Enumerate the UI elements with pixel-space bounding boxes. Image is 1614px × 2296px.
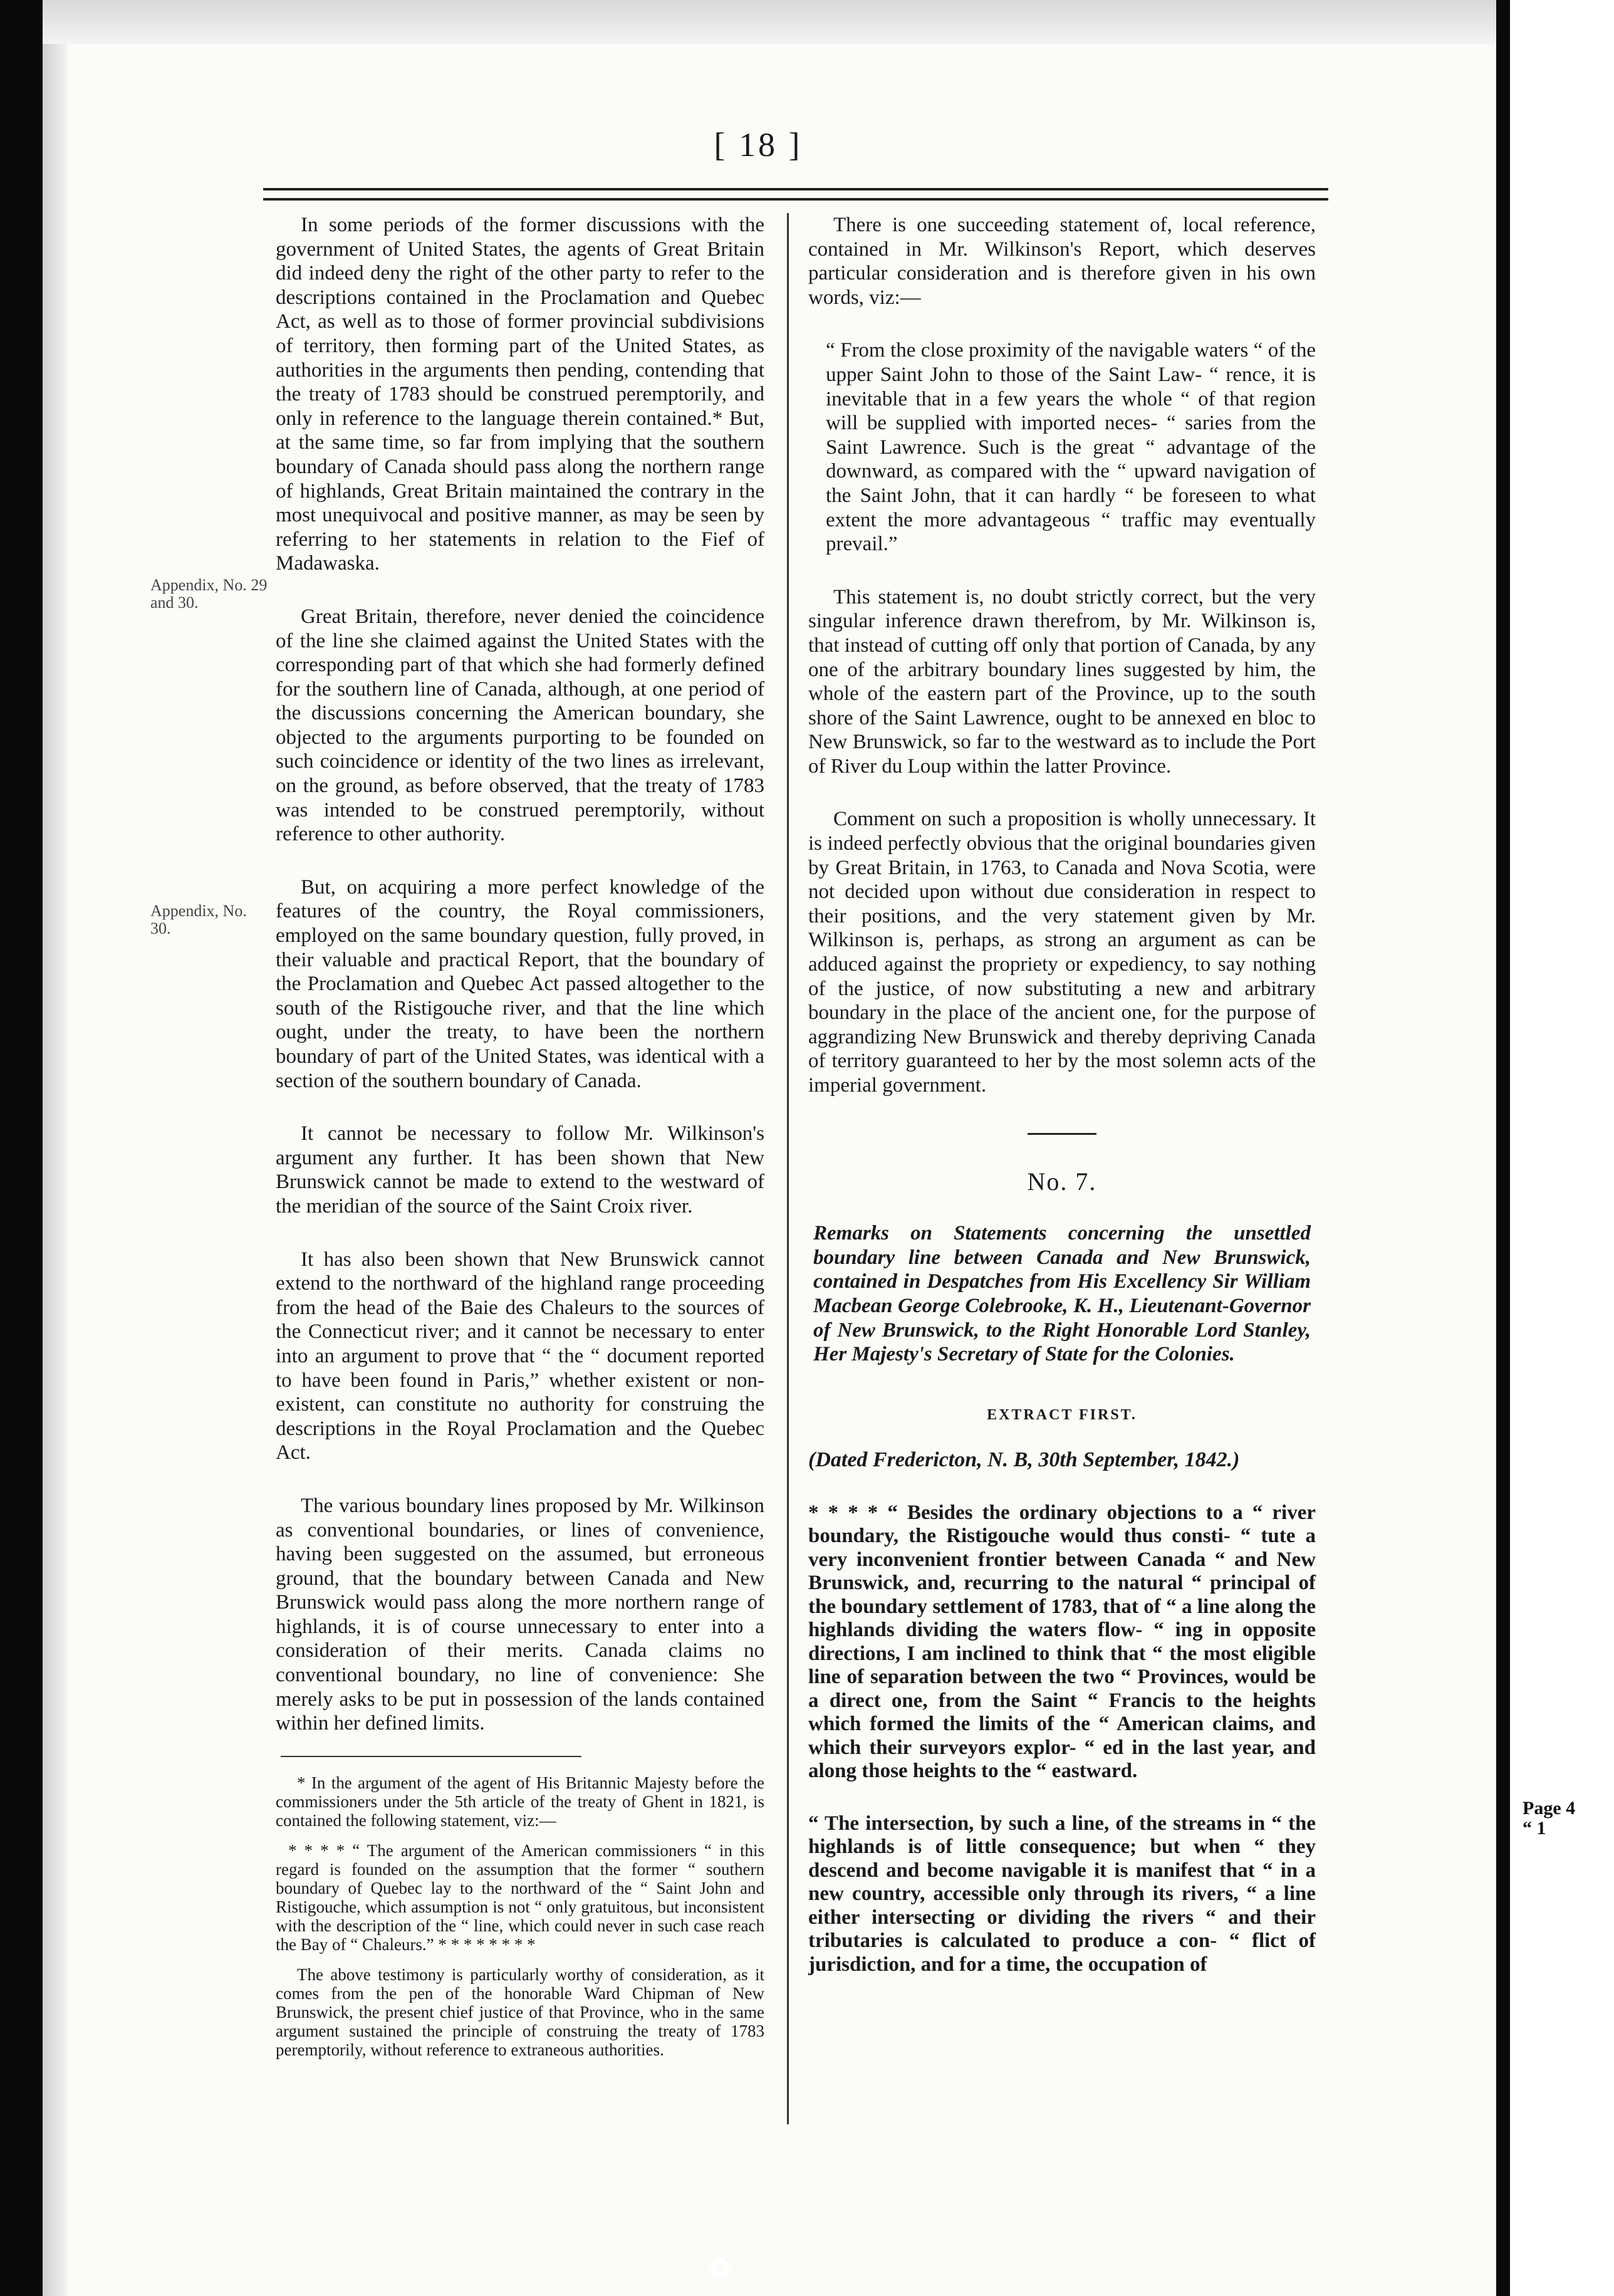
margin-note-appendix-29-30: Appendix, No. 29 and 30. xyxy=(150,576,268,612)
section-title: Remarks on Statements concerning the unsettled boundary line between Canada and New Brunswick, contained in Despatches from His Excellency Sir William Macbean George Colebrooke, K. H., Lieutenant-Governor of New Brunswick, to the Right Honorable Lord Stanley, Her Majesty's Secretary of State for the Colonies. xyxy=(813,1222,1311,1366)
scan-border-right xyxy=(1496,0,1510,2296)
section-number: No. 7. xyxy=(1027,1167,1097,1196)
column-divider xyxy=(787,213,789,2124)
paragraph-local-reference: There is one succeeding statement of, local reference, contained in Mr. Wilkinson's Report, which deserves particular consideration and is therefore given in his own words, viz:— xyxy=(808,214,1316,309)
paragraph-northward-extent: It has also been shown that New Brunswick cannot extend to the northward of the highland range proceeding from the head of the Baie des Chaleurs to the sources of the Connecticut river; and it cannot be necessary to enter into an argument to prove that “ the “ document reported to have been found in Paris,” whether existent or non-existent, can constitute no authority for construing the descriptions in the Royal Proclamation and the Quebec Act. xyxy=(276,1248,764,1464)
margin-note-appendix-30: Appendix, No. 30. xyxy=(150,902,247,937)
footnotes xyxy=(276,1773,764,2059)
section-separator-rule xyxy=(1028,1133,1096,1135)
right-column xyxy=(808,213,1316,2005)
quote-intersection-streams: “ The intersection, by such a line, of the streams in “ the highlands is of little consequence; but when “ they descend and become navigable it is manifest that “ in a new country, accessible only through its rivers, “ a line either intersecting or dividing the rivers “ and their tributaries is calculated to produce a con- “ flict of jurisdiction, and for a time, the occupation of xyxy=(808,1812,1316,1976)
edge-text-line-1: Page 4 xyxy=(1523,1798,1576,1819)
paragraph-comment-proposition: Comment on such a proposition is wholly unnecessary. It is indeed perfectly obvious that the original boundaries given by Great Britain, in 1763, to Canada and Nova Scotia, were not decided upon without due consideration in respect to their positions, and the very statement given by Mr. Wilkinson is, perhaps, as strong an argument as can be adduced against the propriety or expediency, to say nothing of the justice, of now substituting a new and arbitrary boundary in the place of the ancient one, for the purpose of aggrandizing New Brunswick and thereby depriving Canada of territory guaranteed to her by the most solemn acts of the imperial government. xyxy=(808,808,1316,1097)
footnote-chipman-testimony: The above testimony is particularly worthy of consideration, as it comes from the pen of the honorable Ward Chipman of New Brunswick, the present chief justice of that Province, who in the same argument sustained the principle of construing the treaty of 1783 peremptorily, without reference to extraneous authorities. xyxy=(276,1965,764,2059)
scan-top-shadow xyxy=(43,0,1496,44)
paragraph-conventional-boundaries: The various boundary lines proposed by Mr. Wilkinson as conventional boundaries, or lines of convenience, having been suggested on the assumed, but erroneous ground, that the boundary between Canada and New Brunswick would pass along the more northern range of highlands, it is of course unnecessary to enter into a consideration of their merits. Canada claims no conventional boundary, no line of convenience: She merely asks to be put in possession of the lands contained within her defined limits. xyxy=(276,1494,764,1735)
scan-border-left xyxy=(0,0,43,2296)
footnote-rule xyxy=(281,1756,581,1757)
gutter-shade xyxy=(43,44,68,2296)
quote-saint-john-navigation: “ From the close proximity of the navigable waters “ of the upper Saint John to those of the Saint Law- “ rence, it is inevitable that in a few years the whole “ of that region will be supplied with imported neces- “ saries from the Saint Lawrence. Such is the great “ advantage of the downward, as compared with the “ upward navigation of the Saint John, that it can hardly “ be foreseen to what extent the more advantageous “ traffic may eventually prevail.” xyxy=(826,339,1316,556)
paragraph-singular-inference: This statement is, no doubt strictly correct, but the very singular inference drawn therefrom, by Mr. Wilkinson is, that instead of cutting off only that portion of Canada, by any one of the arbitrary boundary lines suggested by him, the whole of the eastern part of the Province, up to the south shore of the Saint Lawrence, ought to be annexed en bloc to New Brunswick, so far to the westward as to include the Port of River du Loup within the latter Province. xyxy=(808,585,1316,778)
extract-heading: EXTRACT FIRST. xyxy=(987,1406,1137,1423)
footnote-ghent-argument: * In the argument of the agent of His Britannic Majesty before the commissioners under the 5th article of the treaty of Ghent in 1821, is contained the following statement, viz:— xyxy=(276,1773,764,1830)
paragraph-former-discussions: In some periods of the former discussions with the government of United States, the agents of Great Britain did indeed deny the right of the other party to refer to the descriptions contained in the Proclamation and Quebec Act, as well as to those of former provincial subdivisions of territory, then forming part of the United States, as authorities in the arguments then pending, contending that the treaty of 1783 should be construed peremptorily, and only in reference to the language therein contained.* But, at the same time, so far from implying that the southern boundary of Canada should pass along the northern range of highlands, Great Britain maintained the contrary in the most unequivocal and positive manner, as may be seen by referring to her statements in relation to the Fief of Madawaska. xyxy=(276,214,764,575)
bottom-ornament-icon: ✿ xyxy=(708,2252,733,2284)
page-number: [ 18 ] xyxy=(714,126,803,164)
paragraph-coincidence: Great Britain, therefore, never denied the coincidence of the line she claimed against the United States with the corresponding part of that which she had formerly defined for the southern line of Canada, although, at one period of the discussions concerning the American boundary, she objected to the arguments purporting to be founded on such coincidence or identity of the two lines as irrelevant, on the ground, as before observed, that the treaty of 1783 was intended to be construed peremptorily, without reference to other authority. xyxy=(276,605,764,846)
footnote-american-commissioners-quote: * * * * “ The argument of the American commissioners “ in this regard is founded on the assumption that the former “ southern boundary of Quebec lay to the northward of the “ Saint John and Ristigouche, which assumption is not “ only gratuitous, but inconsistent with the description of the “ line, which could never in such case reach the Bay of “ Chaleurs.” * * * * * * * * xyxy=(276,1840,764,1954)
edge-text-line-2: “ 1 xyxy=(1523,1818,1546,1839)
header-double-rule xyxy=(263,188,1328,201)
paragraph-wilkinson-argument: It cannot be necessary to follow Mr. Wilkinson's argument any further. It has been shown that New Brunswick cannot be made to extend to the westward of the meridian of the source of the Saint Croix river. xyxy=(276,1122,764,1218)
next-page-edge xyxy=(1510,0,1614,2296)
quote-river-boundary: * * * * “ Besides the ordinary objections to a “ river boundary, the Ristigouche would thus consti- “ tute a very inconvenient frontier between Canada “ and New Brunswick, and, recurring to the natural “ principal of the boundary settlement of 1783, that of “ a line along the highlands dividing the waters flow- “ ing in opposite directions, I am inclined to think that “ the most eligible line of separation between the two “ Provinces, would be a direct one, from the Saint “ Francis to the heights which formed the limits of the “ American claims, and which their surveyors explor- “ ed in the last year, and along those heights to the “ eastward. xyxy=(808,1501,1316,1783)
paragraph-royal-commissioners: But, on acquiring a more perfect knowledge of the features of the country, the Royal commissioners, employed on the same boundary question, fully proved, in their valuable and practical Report, that the boundary of the Proclamation and Quebec Act passed altogether to the south of the Ristigouche river, and that the line which ought, under the treaty, to have been the northern boundary of part of the United States, was identical with a section of the southern boundary of Canada. xyxy=(276,875,764,1092)
next-page-edge-text xyxy=(1523,1798,1614,1839)
dateline: (Dated Fredericton, N. B, 30th September, 1842.) xyxy=(808,1448,1240,1472)
left-column xyxy=(276,213,764,2070)
